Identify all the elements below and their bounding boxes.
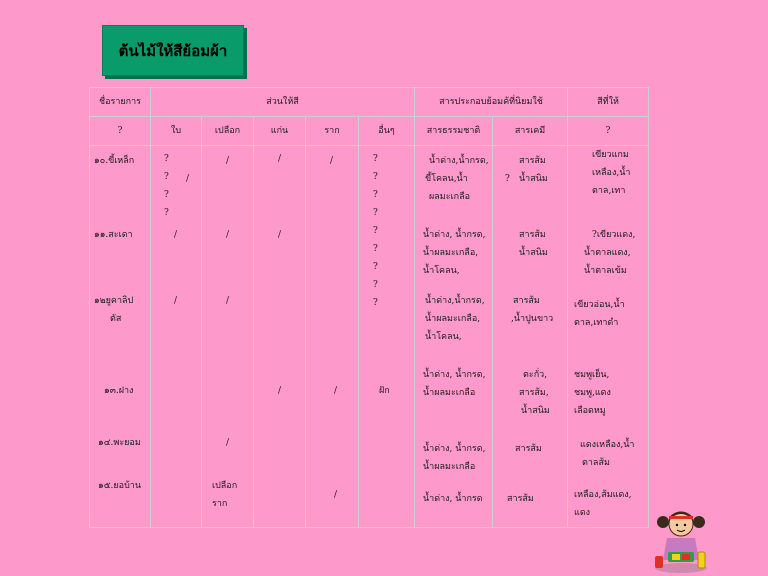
subheader-other: อื่นๆ bbox=[359, 117, 415, 146]
row-name: ๑๔.พะยอม bbox=[98, 438, 141, 448]
header-name: ชื่อรายการ bbox=[90, 88, 151, 117]
row-name: ๑๓.ฝาง bbox=[104, 386, 134, 396]
subheader-heart: แก่น bbox=[254, 117, 306, 146]
header-color: สีที่ให้ bbox=[568, 88, 649, 117]
subheader-q1: ? bbox=[90, 117, 151, 146]
header-parts: ส่วนให้สี bbox=[151, 88, 415, 117]
dye-plants-table bbox=[89, 87, 649, 528]
subheader-chemical: สารเคมี bbox=[493, 117, 568, 146]
subheader-natural: สารธรรมชาติ bbox=[415, 117, 493, 146]
row-name: ๑๕.ยอบ้าน bbox=[98, 481, 141, 491]
row-name: ตัส bbox=[110, 314, 122, 324]
page-title: ต้นไม้ให้สีย้อมผ้า bbox=[102, 25, 244, 76]
subheader-leaf: ใบ bbox=[151, 117, 202, 146]
header-mordants: สารประกอบย้อมค้ที่นิยมใช้ bbox=[415, 88, 568, 117]
header-row bbox=[90, 88, 649, 117]
table-body: ๑๐.ขี้เหล็ก ๑๑.สะเดา ๑๒ยูคาลิป ตัส ๑๓.ฝาง ๑๔.พะยอม ๑๕.ยอบ้าน ? ? / ? ? / / / / / / เปลือก ราก / / / / / / ? ? ? ? ? ? ? ? ? ฝัก น้ำด่าง,น้ำกรด, ขี้โคลน,น้ำ ผลมะเกลือ น้ำด่าง, น้ำกรด, น้ำผลมะเกลือ, น้ำโคลน, น้ำด่าง,น้ำกรด, น้ำผลมะเกลือ, น้ำโคลน, น้ำด่าง, น้ำกรด, น้ำผลมะเกลือ น้ำด่าง, น้ำกรด, น้ำผลมะเกลือ น้ำด่าง, น้ำกรด สารส้ม ? น้ำสนิม สารส้ม น้ำสนิม สารส้ม ,น้ำปูนขาว ตะกั่ว, สารส้ม, น้ำสนิม สารส้ม สารส้ม เขียวแกม เหลือง,น้ำ ตาล,เทา ?เขียวแดง, น้ำตาลแดง, น้ำตาลเข้ม เขียวอ่อน,น้ำ ตาล,เทาดำ ชมพูเย็น, ชมพู,แดง เลือดหมู แดงเหลือง,น้ำ ตาลส้ม เหลือง,ส้มแดง, แดง bbox=[90, 146, 649, 528]
subheader-bark: เปลือก bbox=[202, 117, 254, 146]
row-name: ๑๐.ขี้เหล็ก bbox=[94, 156, 135, 166]
subheader-q2: ? bbox=[568, 117, 649, 146]
row-name: ๑๑.สะเดา bbox=[94, 230, 133, 240]
subheader-root: ราก bbox=[306, 117, 359, 146]
row-name: ๑๒ยูคาลิป bbox=[94, 296, 134, 306]
subheader-row bbox=[90, 117, 649, 146]
girl-with-toys-icon bbox=[652, 508, 710, 574]
